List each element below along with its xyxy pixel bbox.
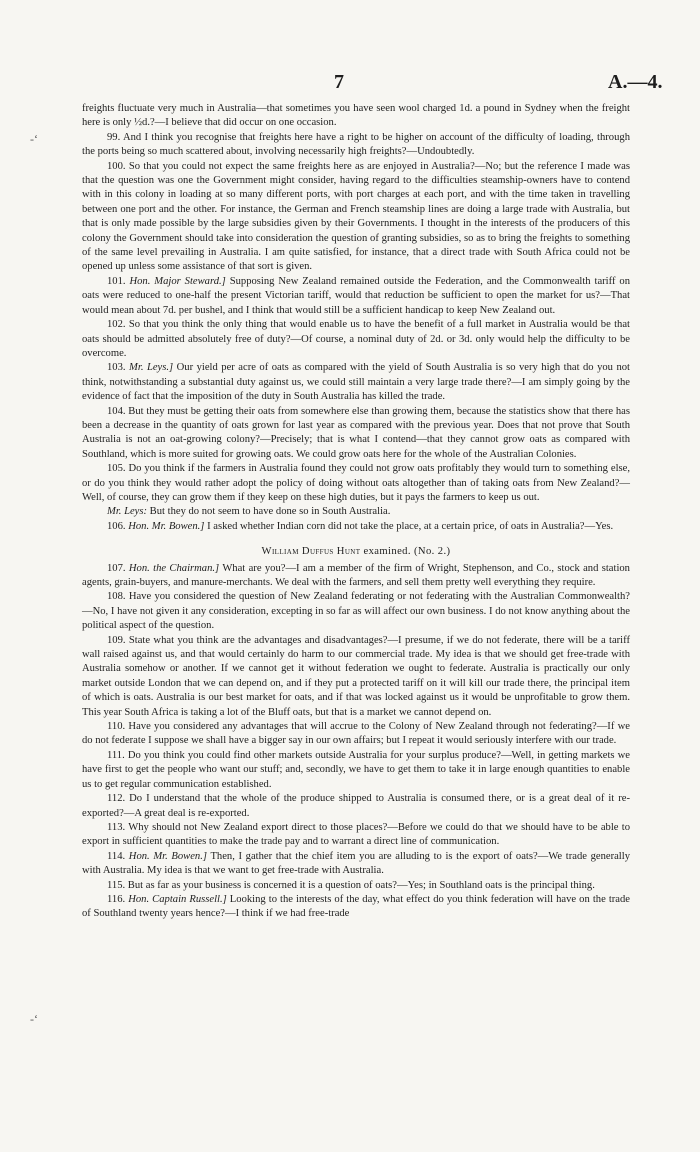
paragraph-text: What are you?—I am a member of the firm of Wright, Stephenson, and Co., stock and station agents, grain-buyers, and manure-merchants. We deal with the farmers, and sell them pretty well everything they require. [82,562,630,588]
speaker-name: Mr. Leys: [107,506,148,518]
evidence-paragraph [82,850,630,879]
evidence-paragraph [82,562,630,591]
margin-mark: -‘ [30,132,38,146]
document-body [82,102,630,922]
evidence-paragraph [82,634,630,720]
page-number: 7 [334,71,344,93]
question-number: 116. [107,893,126,905]
question-number: 103. [107,362,126,374]
paragraph-text: 100. So that you could not expect the same freights here as are enjoyed in Australia?—No; but the reference I made was that the question was one the Government might consider, having regard to the difficulties steamship-owners have to contend with in this colony in loading at so many different ports, with port charges at each port, and with the time taken in travelling between one port and the other. For instance, the German and French steamship lines are doing a large trade with Australia, but that is only made possible by the large subsidies given by their Governments. I thought in the interests of the producers of this colony the Government should take into consideration the question of granting subsidies, so as to bring the freights to something of the same level prevailing in Australia. I am quite satisfied, for instance, that a direct trade with South Africa could not be opened up unless some assistance of that sort is given. [82,160,630,273]
speaker-name: Mr. Leys.] [129,362,174,374]
question-number: 106. [107,520,126,532]
paragraph-text: But they do not seem to have done so in South Australia. [149,506,391,518]
paragraph-text: 113. Why should not New Zealand export direct to those places?—Before we could do that we should have to be able to export in sufficient quantities to make the trade pay and to warrant a direct line of communication. [82,821,630,848]
evidence-paragraph [82,361,630,404]
paragraph-text: 111. Do you think you could find other markets outside Australia for your surplus produce?—Well, in getting markets we have first to get the people who want our stuff; and, secondly, we have to get them to take it in large enough quantities to enable us to get regular communication established. [82,749,630,790]
witness-name: William Duffus Hunt [261,546,361,558]
speaker-name: Hon. Mr. Bowen.] [128,520,205,532]
evidence-paragraph [82,505,630,519]
evidence-paragraph [82,275,630,318]
margin-mark: -‘ [30,1012,38,1026]
paragraph-text: Looking to the interests of the day, what effect do you think federation will have on the trade of Southland twenty years hence?—I think if we had free-trade [82,893,631,920]
evidence-paragraph [82,720,630,749]
speaker-name: Hon. the Chairman.] [128,562,220,574]
evidence-paragraph [82,879,630,893]
paragraph-text: Supposing New Zealand remained outside the Federation, and the Commonwealth tariff on oats were reduced to one-half the present Victorian tariff, would that reduction be sufficient to open the market for us?—That would mean about 7d. per bushel, and I think that would still be a sufficient handicap to keep New Zealand out. [82,275,630,316]
witness-number: (No. 2.) [413,546,451,558]
speaker-name: Hon. Mr. Bowen.] [128,850,207,862]
speaker-name: Hon. Captain Russell.] [128,893,227,905]
evidence-paragraph [82,160,630,275]
witness-label: examined. [363,546,411,558]
question-number: 114. [107,850,126,862]
evidence-paragraph [82,749,630,792]
paragraph-text: 112. Do I understand that the whole of the produce shipped to Australia is consumed there, or is a great deal of it re-exported?—A great deal is re-exported. [82,793,630,819]
evidence-paragraph [82,405,630,463]
speaker-name: Hon. Major Steward.] [129,275,226,287]
evidence-paragraph [82,131,630,160]
paragraph-text: 105. Do you think if the farmers in Australia found they could not grow oats profitably they would turn to something else, or do you think they would rather adopt the policy of doing without oats altogether than of taking oats from New Zealand?—Well, of course, they can grow them if they keep on these high duties, but it pays the farmers to keep us out. [82,463,630,503]
paragraph-text: 115. But as far as your business is concerned it is a question of oats?—Yes; in Southland oats is the principal thing. [107,879,595,891]
evidence-paragraph [82,821,630,850]
paragraph-text: 99. And I think you recognise that freights here have a right to be higher on account of the difficulty of loading, through the ports being so much scattered about, involving necessarily high freights?—Undoubtedly. [82,131,630,158]
paragraph-text: freights fluctuate very much in Australia—that sometimes you have seen wool charged 1d. a pound in Sydney when the freight here is only ½d.?—I believe that did occur on one occasion. [82,103,630,129]
paragraph-text: 110. Have you considered any advantages that will accrue to the Colony of New Zealand through not federating?—If we do not federate I suppose we shall have a bigger say in our own affairs; but I repeat it would seriously interfere with our trade. [82,721,630,747]
paragraph-text: I asked whether Indian corn did not take the place, at a certain price, of oats in Australia?—Yes. [207,520,614,532]
paragraph-text: 109. State what you think are the advantages and disadvantages?—I presume, if we do not federate, there will be a tariff wall raised against us, and that would certainly do harm to our commercial trade. My idea is that we should get free-trade with Australia somehow or another. If we cannot get it without federation we ought to federate. Australia is practically our only market outside London that we can depend on, and if they put a protected tariff on it will kill our trade there, the principal item of which is oats. Australia is our best market for oats, and if that was locked against us it would be unprofitable to grow them. This year South Africa is taking a lot of the Bluff oats, but that is a market we cannot depend on. [82,634,630,718]
document-reference: A.—4. [608,71,663,93]
evidence-paragraph [82,590,630,633]
question-number: 101. [107,275,126,287]
paragraph-text: 108. Have you considered the question of New Zealand federating or not federating with the Australian Commonwealth?—No, I have not given it any consideration, excepting in so far as will affect our own business. I do not know anything about the political aspect of the question. [82,591,630,632]
evidence-paragraph [82,462,630,505]
evidence-paragraph [82,520,630,534]
paragraph-text: 104. But they must be getting their oats from somewhere else than growing them, because the statistics show that there has been a decrease in the quantity of oats grown for last year as compared with the previous year. Does that not prove that South Australia is not an oat-growing colony?—Precisely; that is what I contend—that they cannot grow oats as compared with Southland, which is more suited for growing oats. We could grow oats here for the whole of the Australian Colonies. [82,405,630,460]
evidence-paragraph [82,893,630,922]
evidence-paragraph [82,318,630,361]
evidence-paragraph [82,792,630,821]
evidence-paragraph [82,102,630,131]
evidence-block-1 [82,102,630,534]
evidence-block-2 [82,562,630,922]
question-number: 107. [107,562,126,574]
paragraph-text: Our yield per acre of oats as compared with the yield of South Australia is so very high that do you not think, notwithstanding a substantial duty against us, we could still maintain a very large trade there?—I am simply going by the evidence of fact that the imposition of the duty in South Australia has killed the trade. [82,362,630,403]
paragraph-text: Then, I gather that the chief item you are alluding to is the export of oats?—We trade generally with Australia. My idea is that we want to get free-trade with Australia. [82,850,630,877]
witness-heading [82,545,630,559]
paragraph-text: 102. So that you think the only thing that would enable us to have the benefit of a full market in Australia would be that oats should be admitted absolutely free of duty?—Of course, a nominal duty of 2d. or 3d. only would help the difficulty to be overcome. [82,319,630,359]
